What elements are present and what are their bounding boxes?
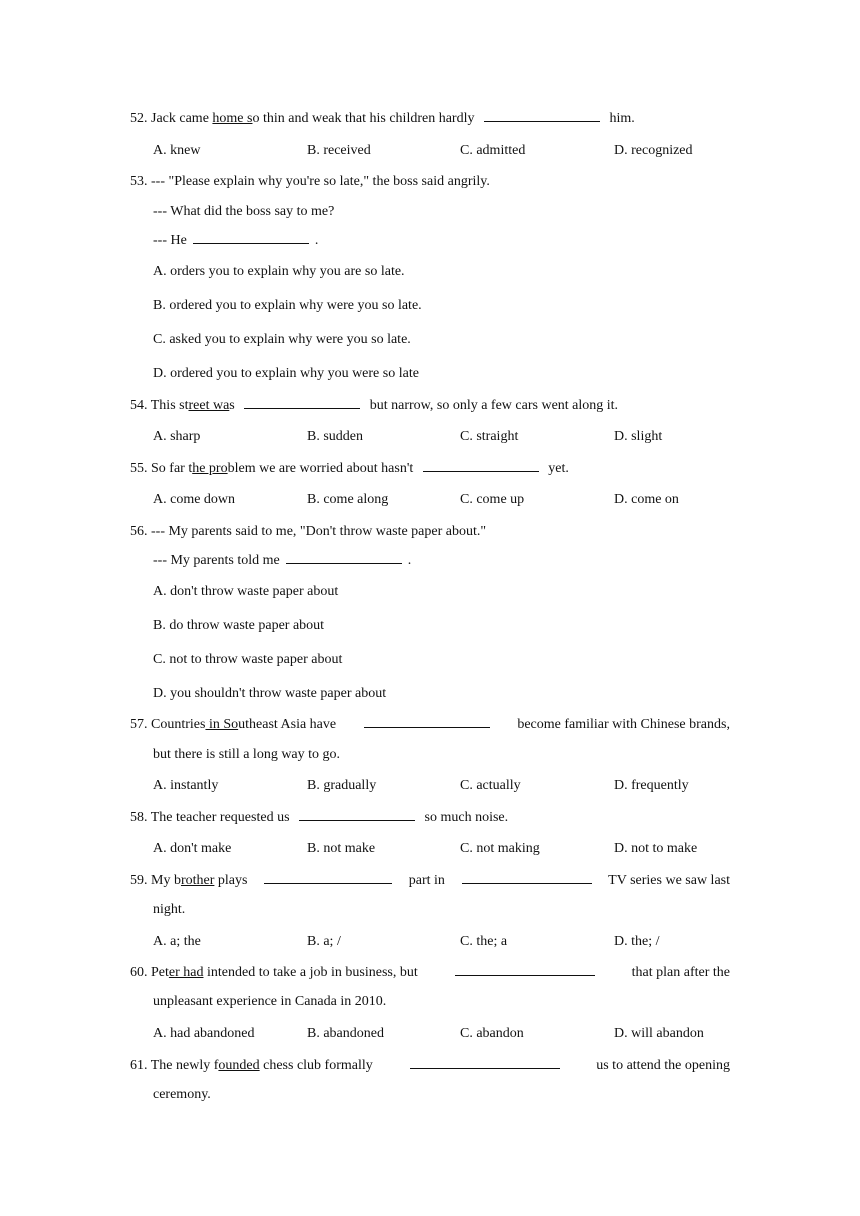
option-d: D. you shouldn't throw waste paper about: [153, 686, 387, 701]
stem-text: blem we are worried about hasn't: [227, 461, 414, 476]
stem-segment: [130, 1056, 373, 1076]
stem-text: that plan after the: [631, 965, 730, 980]
question-52: [130, 109, 730, 129]
answer-blank: [286, 551, 402, 564]
question-59: [130, 871, 730, 891]
option-d: D. come on: [614, 492, 679, 507]
question-60: [130, 963, 730, 983]
stem-line: [130, 963, 730, 983]
stem-text: The newly f: [150, 1058, 219, 1073]
stem-text: intended to take a job in business, but: [203, 965, 418, 980]
stem-text: Pet: [151, 965, 169, 980]
stem-text-underlined: er had: [168, 965, 204, 980]
option-c: C. not making: [460, 841, 540, 856]
question-number: 53.: [130, 174, 148, 189]
option-c: C. asked you to explain why were you so late.: [153, 332, 411, 347]
option-c: C. actually: [460, 778, 521, 793]
option-c: C. admitted: [460, 143, 526, 158]
stem-line: [130, 715, 730, 735]
answer-blank: [462, 871, 592, 884]
stem-text: but narrow, so only a few cars went along it.: [366, 398, 619, 413]
option-d: D. recognized: [614, 143, 693, 158]
question-53-line3: [153, 231, 730, 251]
answer-blank: [299, 808, 415, 821]
stem-text: The teacher requested us: [150, 810, 290, 825]
option-d: D. will abandon: [614, 1026, 704, 1041]
question-number: 55.: [130, 461, 148, 476]
stem-text-underlined: home s: [212, 111, 253, 126]
option-a: A. don't throw waste paper about: [153, 584, 339, 599]
option-d: D. slight: [614, 429, 663, 444]
option-a: A. instantly: [153, 778, 219, 793]
option-b: B. abandoned: [307, 1026, 384, 1041]
stem-text-underlined: rother: [180, 873, 215, 888]
stem-segment: [130, 963, 418, 983]
stem-segment: [130, 715, 336, 735]
question-56-line2: [153, 551, 730, 571]
stem-text: .: [314, 233, 319, 248]
option-b: B. gradually: [307, 778, 377, 793]
option-a: A. orders you to explain why you are so late.: [153, 264, 405, 279]
option-d: D. the; /: [614, 934, 660, 949]
option-a: A. don't make: [153, 841, 232, 856]
stem-line: [130, 871, 730, 891]
question-54: [130, 396, 730, 416]
option-b: B. come along: [307, 492, 389, 507]
stem-text: o thin and weak that his children hardly: [252, 111, 475, 126]
stem-text: s: [229, 398, 235, 413]
question-60-cont: unpleasant experience in Canada in 2010.: [153, 994, 387, 1009]
stem-text: So far t: [151, 461, 193, 476]
question-61: [130, 1056, 730, 1076]
option-c: C. straight: [460, 429, 519, 444]
stem-text: him.: [605, 111, 635, 126]
stem-text: utheast Asia have: [238, 717, 337, 732]
stem-text: us to attend the opening: [596, 1058, 730, 1073]
question-55: [130, 459, 730, 479]
question-58: [130, 808, 730, 828]
answer-blank: [364, 715, 490, 728]
question-number: 60.: [130, 965, 148, 980]
option-b: B. received: [307, 143, 371, 158]
stem-text: part in: [408, 873, 445, 888]
option-a: A. knew: [153, 143, 201, 158]
answer-blank: [244, 396, 360, 409]
stem-text-underlined: reet wa: [188, 398, 230, 413]
option-b: B. do throw waste paper about: [153, 618, 325, 633]
stem-text: --- My parents told me: [153, 553, 280, 568]
option-c: C. abandon: [460, 1026, 524, 1041]
option-c: C. not to throw waste paper about: [153, 652, 343, 667]
stem-text: Countries: [151, 717, 206, 732]
question-number: 58.: [130, 810, 148, 825]
question-number: 54.: [130, 398, 148, 413]
stem-text: TV series we saw last: [608, 873, 730, 888]
stem-text: .: [407, 553, 412, 568]
stem-text: My b: [151, 873, 181, 888]
option-a: A. had abandoned: [153, 1026, 255, 1041]
option-a: A. a; the: [153, 934, 201, 949]
stem-text-underlined: he pro: [192, 461, 228, 476]
answer-blank: [410, 1056, 560, 1069]
option-b: B. a; /: [307, 934, 341, 949]
question-59-cont: night.: [153, 902, 186, 917]
stem-text: --- "Please explain why you're so late," the boss said angrily.: [151, 174, 490, 189]
question-53: [130, 172, 730, 192]
answer-blank: [423, 459, 539, 472]
stem-text: yet.: [544, 461, 569, 476]
option-a: A. sharp: [153, 429, 201, 444]
question-56: [130, 522, 730, 542]
stem-text: Jack came: [151, 111, 213, 126]
stem-text: so much noise.: [421, 810, 509, 825]
question-57: [130, 715, 730, 735]
option-b: B. ordered you to explain why were you so late.: [153, 298, 422, 313]
question-number: 57.: [130, 717, 148, 732]
question-number: 52.: [130, 111, 148, 126]
question-number: 59.: [130, 873, 148, 888]
stem-text-underlined: in So: [205, 717, 239, 732]
answer-blank: [264, 871, 392, 884]
answer-blank: [193, 231, 309, 244]
stem-text: This st: [150, 398, 189, 413]
stem-text: chess club formally: [259, 1058, 373, 1073]
stem-segment: [130, 871, 247, 891]
option-d: D. not to make: [614, 841, 698, 856]
stem-line: [130, 1056, 730, 1076]
question-61-cont: ceremony.: [153, 1087, 211, 1102]
question-53-line2: --- What did the boss say to me?: [153, 204, 335, 219]
stem-text: plays: [214, 873, 248, 888]
option-b: B. sudden: [307, 429, 363, 444]
stem-text: become familiar with Chinese brands,: [517, 717, 730, 732]
option-d: D. frequently: [614, 778, 689, 793]
answer-blank: [455, 963, 595, 976]
stem-text: --- He: [153, 233, 187, 248]
option-c: C. come up: [460, 492, 525, 507]
question-57-cont: but there is still a long way to go.: [153, 747, 341, 762]
stem-text-underlined: ounded: [218, 1058, 260, 1073]
option-a: A. come down: [153, 492, 236, 507]
question-number: 61.: [130, 1058, 148, 1073]
option-c: C. the; a: [460, 934, 508, 949]
option-d: D. ordered you to explain why you were so late: [153, 366, 419, 381]
question-number: 56.: [130, 524, 148, 539]
stem-text: --- My parents said to me, "Don't throw waste paper about.": [151, 524, 487, 539]
answer-blank: [484, 109, 600, 122]
option-b: B. not make: [307, 841, 376, 856]
